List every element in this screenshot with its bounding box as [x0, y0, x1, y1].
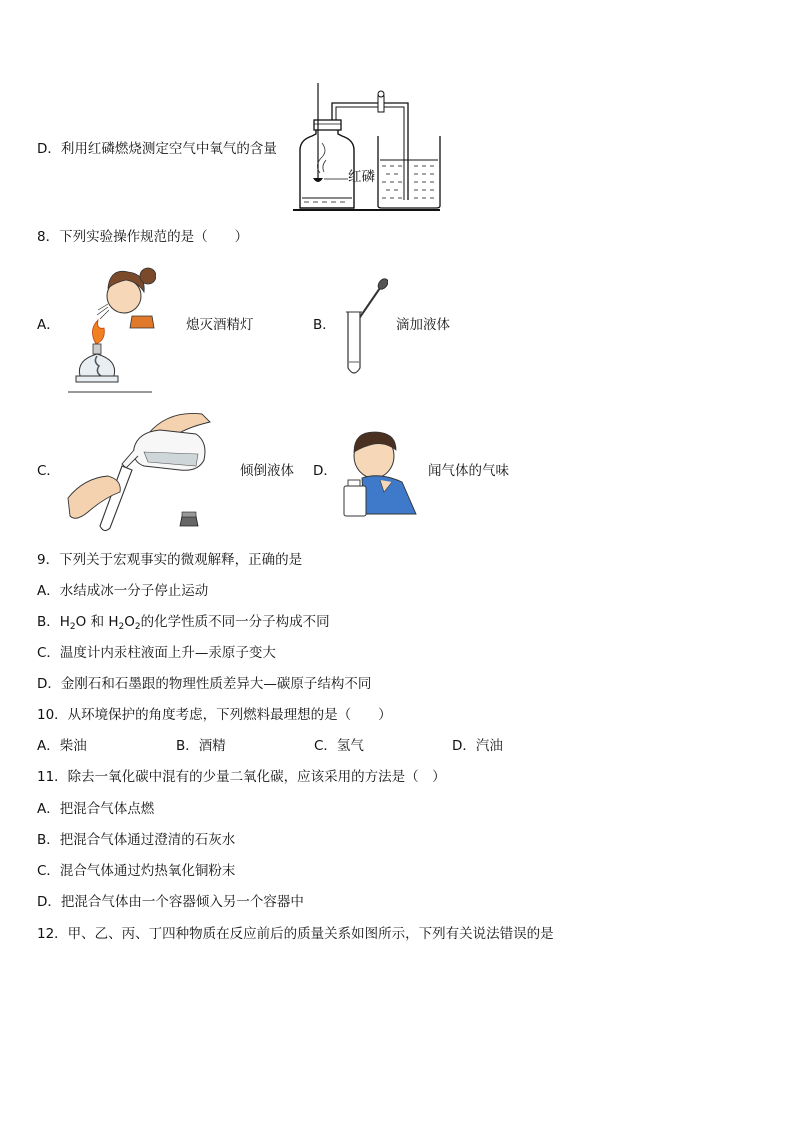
q8-option-c-caption: 倾倒液体 [240, 463, 294, 479]
q12-stem: 12．甲、乙、丙、丁四种物质在反应前后的质量关系如图所示，下列有关说法错误的是 [37, 926, 554, 942]
pour-liquid-figure [64, 408, 214, 536]
q10-option-c: C．氢气 [314, 738, 364, 754]
q9-stem: 9．下列关于宏观事实的微观解释，正确的是 [37, 552, 303, 568]
q8-option-a-letter: A． [37, 317, 60, 333]
q8-option-a-caption: 熄灭酒精灯 [186, 317, 254, 333]
q10-stem: 10．从环境保护的角度考虑，下列燃料最理想的是（ ） [37, 707, 392, 723]
q9-option-d: D．金刚石和石墨跟的物理性质差异大—碳原子结构不同 [37, 676, 372, 692]
q11-option-b: B．把混合气体通过澄清的石灰水 [37, 832, 236, 848]
q10-option-a: A．柴油 [37, 738, 87, 754]
smell-gas-figure [340, 428, 418, 520]
q11-option-a: A．把混合气体点燃 [37, 801, 155, 817]
q8-stem: 8．下列实验操作规范的是（ ） [37, 229, 249, 245]
dropper-into-test-tube-figure [340, 276, 388, 380]
q11-option-c: C．混合气体通过灼热氧化铜粉末 [37, 863, 236, 879]
q8-option-d-letter: D． [313, 463, 337, 479]
q11-option-d: D．把混合气体由一个容器倾入另一个容器中 [37, 894, 304, 910]
q8-option-d-caption: 闻气体的气味 [428, 463, 509, 479]
q8-option-c-letter: C． [37, 463, 60, 479]
q9-option-c: C．温度计内汞柱液面上升—汞原子变大 [37, 645, 276, 661]
q9-option-a: A．水结成冰一分子停止运动 [37, 583, 209, 599]
red-phosphorus-apparatus-figure [290, 78, 445, 214]
red-phosphorus-label: 红磷 [348, 169, 375, 185]
q10-option-b: B．酒精 [176, 738, 226, 754]
q7-option-d: D．利用红磷燃烧测定空气中氧气的含量 [37, 141, 277, 157]
q9-option-b: B．$H_2O$ 和 $H_2O_2$的化学性质不同一分子构成不同 [37, 614, 330, 632]
q11-stem: 11．除去一氧化碳中混有的少量二氧化碳，应该采用的方法是（ ） [37, 769, 446, 785]
q8-option-b-caption: 滴加液体 [396, 317, 450, 333]
q10-option-d: D．汽油 [452, 738, 503, 754]
q8-option-b-letter: B． [313, 317, 336, 333]
extinguish-alcohol-lamp-figure [66, 258, 156, 396]
